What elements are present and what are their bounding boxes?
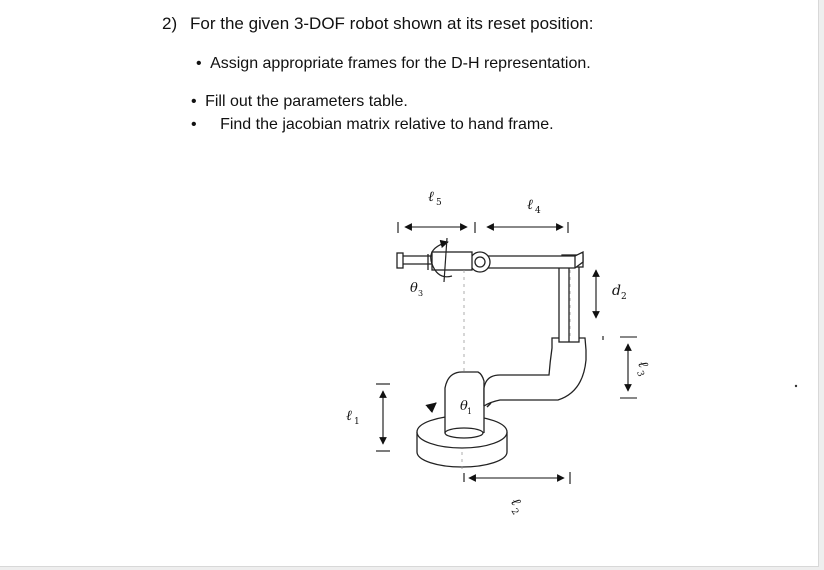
label-theta3: [410, 281, 423, 298]
svg-text:ℓ: ℓ: [428, 189, 434, 205]
svg-text:ℓ: ℓ: [346, 408, 352, 424]
svg-text:2: 2: [508, 506, 521, 517]
svg-text:ℓ: ℓ: [527, 197, 533, 213]
label-l1: [346, 408, 360, 427]
stray-dot: [795, 385, 797, 387]
bullet-text: Fill out the parameters table.: [205, 93, 408, 110]
label-d2: [612, 283, 627, 302]
dimension-l1: [376, 384, 390, 451]
svg-text:ℓ: ℓ: [634, 358, 652, 370]
bullet-text: Assign appropriate frames for the D-H representation.: [210, 55, 591, 72]
bullet-dot: •: [196, 55, 202, 72]
svg-text:5: 5: [436, 198, 442, 208]
svg-text:1: 1: [467, 407, 473, 416]
label-l4: [527, 197, 541, 216]
robot-wrist: [397, 252, 490, 272]
svg-text:3: 3: [634, 369, 646, 379]
dimension-l2: [464, 472, 570, 484]
bullet-dot: •: [191, 93, 197, 110]
dimension-l3: [620, 337, 637, 398]
dimension-l4: [487, 222, 568, 233]
robot-arm-link: [484, 338, 586, 406]
label-l5: [428, 189, 442, 208]
bullet-dot: •: [191, 116, 197, 133]
label-l2: [504, 496, 527, 517]
dimension-d2: [596, 270, 603, 340]
svg-text:4: 4: [535, 206, 541, 216]
svg-text:d: d: [612, 283, 621, 299]
question-number: 2): [162, 14, 178, 33]
question-title: For the given 3-DOF robot shown at its reset position:: [190, 14, 594, 33]
label-l3: [631, 359, 654, 379]
svg-text:3: 3: [418, 289, 424, 298]
svg-text:θ: θ: [460, 399, 468, 414]
svg-text:1: 1: [354, 417, 360, 427]
svg-text:ℓ: ℓ: [507, 495, 524, 509]
svg-text:θ: θ: [410, 281, 418, 296]
bullet-text: Find the jacobian matrix relative to hand frame.: [220, 116, 554, 133]
dimension-l5: [398, 222, 475, 233]
svg-text:2: 2: [621, 292, 627, 302]
